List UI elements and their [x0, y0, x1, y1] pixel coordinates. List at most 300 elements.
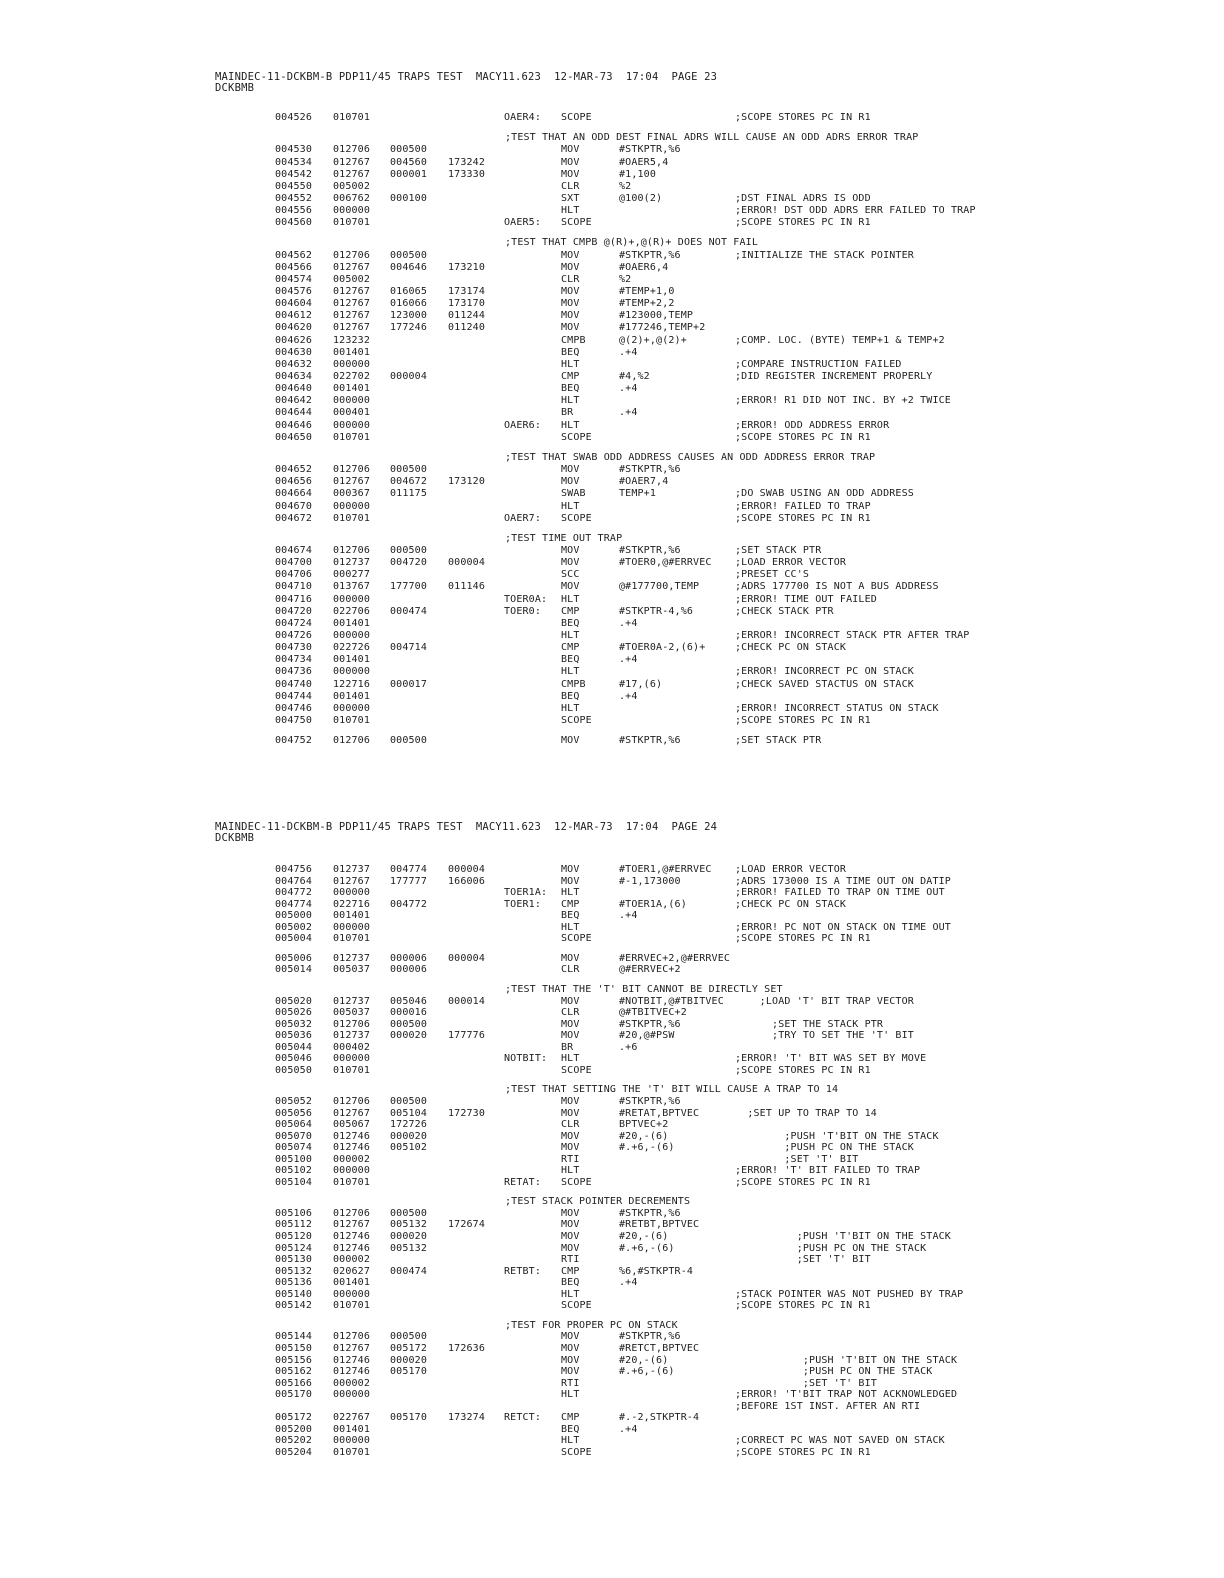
operand: #OAER5,4 — [619, 156, 669, 168]
word1: 010701 — [333, 1300, 371, 1312]
address: 005052 — [275, 1095, 313, 1107]
opcode: SCOPE — [561, 217, 592, 229]
address: 004706 — [275, 569, 313, 581]
comment: ;ERROR! FAILED TO TRAP — [735, 500, 871, 512]
word2: 005046 — [390, 995, 428, 1007]
word1: 022706 — [333, 605, 371, 617]
listing-line — [0, 371, 1224, 383]
listing-line — [0, 1119, 1224, 1131]
word1: 000000 — [333, 1053, 371, 1065]
listing-line — [0, 262, 1224, 274]
opcode: MOV — [561, 168, 580, 180]
listing-line — [0, 654, 1224, 666]
listing-line — [0, 569, 1224, 581]
listing-line — [0, 347, 1224, 359]
opcode: MOV — [561, 864, 580, 875]
word1: 005002 — [333, 180, 371, 192]
comment: ;SCOPE STORES PC IN R1 — [735, 112, 871, 123]
test-comment: ;TEST THAT THE 'T' BIT CANNOT BE DIRECTLY SET — [505, 983, 783, 995]
word1: 012767 — [333, 476, 371, 488]
word1: 123232 — [333, 334, 371, 346]
listing-line — [0, 1065, 1224, 1077]
opcode: MOV — [561, 557, 580, 569]
operand: %6,#STKPTR-4 — [619, 1265, 694, 1277]
comment: ;ERROR! INCORRECT PC ON STACK — [735, 666, 914, 678]
address: 004576 — [275, 286, 313, 297]
address: 005172 — [275, 1412, 313, 1424]
word1: 000277 — [333, 569, 371, 581]
comment: ;CHECK SAVED STACTUS ON STACK — [735, 678, 914, 690]
address: 004574 — [275, 273, 313, 285]
operand: %2 — [619, 273, 632, 285]
listing-line — [0, 1424, 1224, 1436]
word1: 000367 — [333, 488, 371, 500]
listing-line — [0, 666, 1224, 678]
test-comment: ;TEST THAT CMPB @(R)+,@(R)+ DOES NOT FAIL — [505, 237, 758, 249]
operand: #STKPTR,%6 — [619, 1018, 681, 1030]
word3: 011244 — [448, 310, 486, 322]
word1: 001401 — [333, 1277, 371, 1289]
address: 004612 — [275, 310, 313, 322]
address: 004764 — [275, 875, 313, 887]
opcode: HLT — [561, 358, 580, 370]
address: 005046 — [275, 1053, 313, 1065]
opcode: MOV — [561, 1366, 580, 1377]
word2: 000474 — [390, 605, 428, 617]
address: 004700 — [275, 557, 313, 569]
word1: 000000 — [333, 419, 371, 431]
comment: ;ERROR! R1 DID NOT INC. BY +2 TWICE — [735, 395, 951, 407]
comment: ;SCOPE STORES PC IN R1 — [735, 1446, 871, 1458]
comment: ;INITIALIZE THE STACK POINTER — [735, 249, 914, 261]
word1: 010701 — [333, 1064, 371, 1076]
opcode: SCOPE — [561, 1300, 592, 1312]
word3: 011240 — [448, 322, 486, 334]
label: TOER1A: — [504, 887, 548, 899]
listing-line — [0, 420, 1224, 432]
address: 004716 — [275, 593, 313, 605]
opcode: BEQ — [561, 346, 580, 358]
word2: 005102 — [390, 1142, 428, 1154]
word1: 010701 — [333, 112, 371, 123]
listing-line — [0, 1030, 1224, 1042]
word3: 173170 — [448, 298, 486, 310]
address: 004724 — [275, 617, 313, 629]
opcode: SCOPE — [561, 431, 592, 443]
listing-line — [0, 679, 1224, 691]
opcode: MOV — [561, 1354, 580, 1366]
opcode: SCOPE — [561, 1064, 592, 1076]
operand: #STKPTR,%6 — [619, 249, 681, 261]
listing-line — [0, 322, 1224, 334]
listing-line — [0, 899, 1224, 911]
word1: 010701 — [333, 933, 371, 945]
operand: #STKPTR,%6 — [619, 1207, 681, 1219]
opcode: CLR — [561, 1007, 580, 1019]
opcode: CLR — [561, 1119, 580, 1130]
address: 004746 — [275, 702, 313, 714]
address: 004552 — [275, 192, 313, 204]
comment: ;SET STACK PTR — [735, 735, 822, 747]
address: 005032 — [275, 1018, 313, 1030]
comment: ;SET 'T' BIT — [735, 1377, 877, 1389]
word1: 012767 — [333, 1342, 371, 1354]
test-comment-line — [0, 1084, 1224, 1096]
opcode: CMP — [561, 898, 580, 910]
opcode: CLR — [561, 180, 580, 192]
word2: 000500 — [390, 1207, 428, 1219]
opcode: HLT — [561, 1389, 580, 1401]
operand: .+4 — [619, 617, 638, 629]
opcode: MOV — [561, 249, 580, 261]
word1: 010701 — [333, 512, 371, 524]
address: 005200 — [275, 1423, 313, 1435]
word1: 012706 — [333, 1207, 371, 1219]
word2: 000500 — [390, 735, 428, 747]
word3: 011146 — [448, 581, 486, 593]
operand: BPTVEC+2 — [619, 1119, 669, 1130]
word3: 000004 — [448, 864, 486, 875]
opcode: MOV — [561, 322, 580, 334]
word3: 172674 — [448, 1219, 486, 1231]
address: 004632 — [275, 358, 313, 370]
address: 004726 — [275, 630, 313, 641]
word2: 000474 — [390, 1265, 428, 1277]
opcode: BR — [561, 407, 574, 419]
listing-line — [0, 545, 1224, 557]
word2: 004720 — [390, 557, 428, 569]
word2: 000500 — [390, 544, 428, 556]
listing-line — [0, 1108, 1224, 1120]
listing-line — [0, 464, 1224, 476]
word1: 001401 — [333, 383, 371, 395]
word1: 010701 — [333, 1446, 371, 1458]
listing-line — [0, 310, 1224, 322]
opcode: MOV — [561, 875, 580, 887]
comment: ;ERROR! 'T' BIT WAS SET BY MOVE — [735, 1053, 927, 1065]
operand: #TEMP+1,0 — [619, 286, 675, 297]
word2: 000500 — [390, 464, 428, 475]
page-subheader: DCKBMB — [215, 832, 255, 844]
listing-line — [0, 691, 1224, 703]
address: 004756 — [275, 864, 313, 875]
opcode: MOV — [561, 995, 580, 1007]
word1: 022767 — [333, 1412, 371, 1424]
listing-line — [0, 501, 1224, 513]
word1: 000000 — [333, 1389, 371, 1401]
opcode: MOV — [561, 581, 580, 593]
opcode: MOV — [561, 1107, 580, 1119]
address: 005162 — [275, 1366, 313, 1377]
listing-line — [0, 876, 1224, 888]
word1: 000000 — [333, 205, 371, 217]
opcode: CMP — [561, 605, 580, 617]
test-comment: ;TEST THAT SETTING THE 'T' BIT WILL CAUSE A TRAP TO 14 — [505, 1084, 839, 1096]
address: 005106 — [275, 1207, 313, 1219]
operand: @#ERRVEC+2 — [619, 964, 681, 976]
address: 004640 — [275, 383, 313, 395]
opcode: MOV — [561, 298, 580, 310]
address: 005014 — [275, 964, 313, 976]
opcode: CLR — [561, 273, 580, 285]
word1: 001401 — [333, 1423, 371, 1435]
listing-line — [0, 630, 1224, 642]
listing-line — [0, 1355, 1224, 1367]
word1: 012767 — [333, 875, 371, 887]
comment: ;ERROR! PC NOT ON STACK ON TIME OUT — [735, 921, 951, 933]
opcode: MOV — [561, 1342, 580, 1354]
word1: 012746 — [333, 1231, 371, 1242]
comment: ;DST FINAL ADRS IS ODD — [735, 192, 871, 204]
address: 004644 — [275, 407, 313, 419]
label: OAER7: — [504, 512, 542, 524]
comment: ;ERROR! DST ODD ADRS ERR FAILED TO TRAP — [735, 205, 976, 217]
opcode: CLR — [561, 964, 580, 976]
word3: 173274 — [448, 1412, 486, 1424]
word1: 000000 — [333, 395, 371, 407]
word2: 172726 — [390, 1119, 428, 1130]
address: 005112 — [275, 1219, 313, 1231]
opcode: HLT — [561, 205, 580, 217]
opcode: MOV — [561, 1242, 580, 1254]
operand: #NOTBIT,@#TBITVEC — [619, 995, 724, 1007]
test-comment-line — [0, 237, 1224, 249]
listing-line — [0, 1154, 1224, 1166]
listing-line — [0, 383, 1224, 395]
word2: 000020 — [390, 1030, 428, 1042]
listing-line — [0, 1389, 1224, 1401]
listing-line — [0, 864, 1224, 876]
address: 005000 — [275, 910, 313, 922]
word1: 012706 — [333, 1018, 371, 1030]
operand: .+4 — [619, 407, 638, 419]
word1: 001401 — [333, 910, 371, 922]
address: 005050 — [275, 1064, 313, 1076]
word1: 000401 — [333, 407, 371, 419]
word2: 004774 — [390, 864, 428, 875]
label: TOER1: — [504, 898, 542, 910]
opcode: MOV — [561, 1130, 580, 1142]
operand: .+4 — [619, 690, 638, 702]
address: 005100 — [275, 1153, 313, 1165]
word1: 006762 — [333, 192, 371, 204]
address: 005070 — [275, 1130, 313, 1142]
word1: 000000 — [333, 702, 371, 714]
listing-line — [0, 964, 1224, 976]
opcode: MOV — [561, 476, 580, 488]
address: 004526 — [275, 112, 313, 123]
word2: 000500 — [390, 1331, 428, 1343]
listing-line — [0, 642, 1224, 654]
listing-line — [0, 359, 1224, 371]
listing-line — [0, 1053, 1224, 1065]
word1: 012706 — [333, 735, 371, 747]
opcode: BEQ — [561, 910, 580, 922]
operand: .+4 — [619, 1277, 638, 1289]
operand: #TOER1A,(6) — [619, 898, 687, 910]
label: TOER0: — [504, 605, 542, 617]
listing-line — [0, 217, 1224, 229]
listing-line — [0, 715, 1224, 727]
listing-line — [0, 1435, 1224, 1447]
comment: ;TRY TO SET THE 'T' BIT — [735, 1030, 914, 1042]
comment: ;SET 'T' BIT — [735, 1254, 871, 1266]
word1: 000402 — [333, 1041, 371, 1053]
listing-line — [0, 1019, 1224, 1031]
address: 004674 — [275, 544, 313, 556]
word3: 166006 — [448, 875, 486, 887]
listing-line — [0, 476, 1224, 488]
operand: #177246,TEMP+2 — [619, 322, 706, 334]
word1: 000000 — [333, 500, 371, 512]
address: 004670 — [275, 500, 313, 512]
address: 005004 — [275, 933, 313, 945]
opcode: HLT — [561, 666, 580, 678]
test-comment: ;TEST THAT AN ODD DEST FINAL ADRS WILL CAUSE AN ODD ADRS ERROR TRAP — [505, 132, 919, 144]
opcode: SCOPE — [561, 933, 592, 945]
opcode: CMP — [561, 642, 580, 654]
word3: 177776 — [448, 1030, 486, 1042]
word1: 012767 — [333, 168, 371, 180]
operand: #TOER0A-2,(6)+ — [619, 642, 706, 654]
comment: ;ERROR! ODD ADDRESS ERROR — [735, 419, 890, 431]
comment: ;ERROR! 'T'BIT TRAP NOT ACKNOWLEDGED — [735, 1389, 958, 1401]
opcode: BEQ — [561, 1277, 580, 1289]
label: NOTBIT: — [504, 1053, 548, 1065]
label: RETCT: — [504, 1412, 542, 1424]
word1: 012746 — [333, 1242, 371, 1254]
operand: #STKPTR,%6 — [619, 1095, 681, 1107]
listing-line — [0, 1300, 1224, 1312]
word1: 000000 — [333, 630, 371, 641]
operand: #STKPTR,%6 — [619, 464, 681, 475]
word1: 013767 — [333, 581, 371, 593]
operand: #20,-(6) — [619, 1130, 669, 1142]
opcode: CMPB — [561, 334, 586, 346]
address: 004550 — [275, 180, 313, 192]
operand: #1,100 — [619, 168, 657, 180]
word1: 005037 — [333, 1007, 371, 1019]
word2: 000017 — [390, 678, 428, 690]
listing-line — [0, 112, 1224, 124]
comment: ;COMP. LOC. (BYTE) TEMP+1 & TEMP+2 — [735, 334, 945, 346]
comment: ;LOAD ERROR VECTOR — [735, 864, 847, 875]
address: 005202 — [275, 1435, 313, 1447]
comment: ;CHECK PC ON STACK — [735, 642, 847, 654]
listing-line — [0, 1142, 1224, 1154]
word3: 173242 — [448, 156, 486, 168]
address: 004534 — [275, 156, 313, 168]
page-subheader: DCKBMB — [215, 82, 255, 94]
address: 004530 — [275, 144, 313, 156]
opcode: CMP — [561, 1265, 580, 1277]
address: 004634 — [275, 371, 313, 382]
comment: ;PRESET CC'S — [735, 569, 810, 581]
operand: #20,-(6) — [619, 1354, 669, 1366]
listing-line — [0, 1401, 1224, 1413]
operand: #TOER1,@#ERRVEC — [619, 864, 712, 875]
opcode: MOV — [561, 1018, 580, 1030]
word1: 010701 — [333, 217, 371, 229]
opcode: MOV — [561, 952, 580, 964]
comment: ;SET UP TO TRAP TO 14 — [735, 1107, 877, 1119]
comment: ;PUSH 'T'BIT ON THE STACK — [735, 1354, 958, 1366]
word1: 012767 — [333, 1219, 371, 1231]
opcode: MOV — [561, 1207, 580, 1219]
address: 005044 — [275, 1041, 313, 1053]
word2: 005170 — [390, 1366, 428, 1377]
word1: 122716 — [333, 678, 371, 690]
opcode: HLT — [561, 1053, 580, 1065]
word1: 012706 — [333, 544, 371, 556]
word1: 022702 — [333, 371, 371, 382]
operand: #TOER0,@#ERRVEC — [619, 557, 712, 569]
address: 005120 — [275, 1231, 313, 1242]
word1: 000000 — [333, 1165, 371, 1177]
listing-line — [0, 953, 1224, 965]
address: 005156 — [275, 1354, 313, 1366]
word3: 173120 — [448, 476, 486, 488]
comment: ;DO SWAB USING AN ODD ADDRESS — [735, 488, 914, 500]
opcode: SCC — [561, 569, 580, 581]
listing-line — [0, 618, 1224, 630]
word2: 004772 — [390, 898, 428, 910]
operand: #STKPTR,%6 — [619, 735, 681, 747]
comment: ;BEFORE 1ST INST. AFTER AN RTI — [735, 1400, 921, 1412]
label: TOER0A: — [504, 593, 548, 605]
word2: 177700 — [390, 581, 428, 593]
address: 005136 — [275, 1277, 313, 1289]
address: 004656 — [275, 476, 313, 488]
word1: 000000 — [333, 358, 371, 370]
operand: .+4 — [619, 346, 638, 358]
word3: 000004 — [448, 952, 486, 964]
operand: @100(2) — [619, 192, 663, 204]
opcode: CMPB — [561, 678, 586, 690]
operand: #20,-(6) — [619, 1231, 669, 1242]
comment: ;SCOPE STORES PC IN R1 — [735, 431, 871, 443]
comment: ;CHECK PC ON STACK — [735, 898, 847, 910]
word1: 012706 — [333, 249, 371, 261]
listing-line — [0, 407, 1224, 419]
word1: 012746 — [333, 1366, 371, 1377]
word3: 173210 — [448, 261, 486, 273]
comment: ;SCOPE STORES PC IN R1 — [735, 1300, 871, 1312]
listing-line — [0, 513, 1224, 525]
comment: ;STACK POINTER WAS NOT PUSHED BY TRAP — [735, 1288, 964, 1300]
comment: ;SCOPE STORES PC IN R1 — [735, 512, 871, 524]
operand: @#177700,TEMP — [619, 581, 700, 593]
word2: 123000 — [390, 310, 428, 322]
comment: ;ERROR! 'T' BIT FAILED TO TRAP — [735, 1165, 921, 1177]
listing-line — [0, 922, 1224, 934]
operand: #OAER6,4 — [619, 261, 669, 273]
word1: 012767 — [333, 156, 371, 168]
address: 005124 — [275, 1242, 313, 1254]
listing-line — [0, 1412, 1224, 1424]
comment: ;PUSH PC ON THE STACK — [735, 1366, 933, 1377]
address: 004652 — [275, 464, 313, 475]
opcode: MOV — [561, 1095, 580, 1107]
word2: 005170 — [390, 1412, 428, 1424]
opcode: HLT — [561, 1288, 580, 1300]
comment: ;DID REGISTER INCREMENT PROPERLY — [735, 371, 933, 382]
comment: ;SCOPE STORES PC IN R1 — [735, 715, 871, 726]
word1: 012706 — [333, 1095, 371, 1107]
test-comment-line — [0, 1196, 1224, 1208]
address: 004542 — [275, 168, 313, 180]
word2: 000100 — [390, 192, 428, 204]
